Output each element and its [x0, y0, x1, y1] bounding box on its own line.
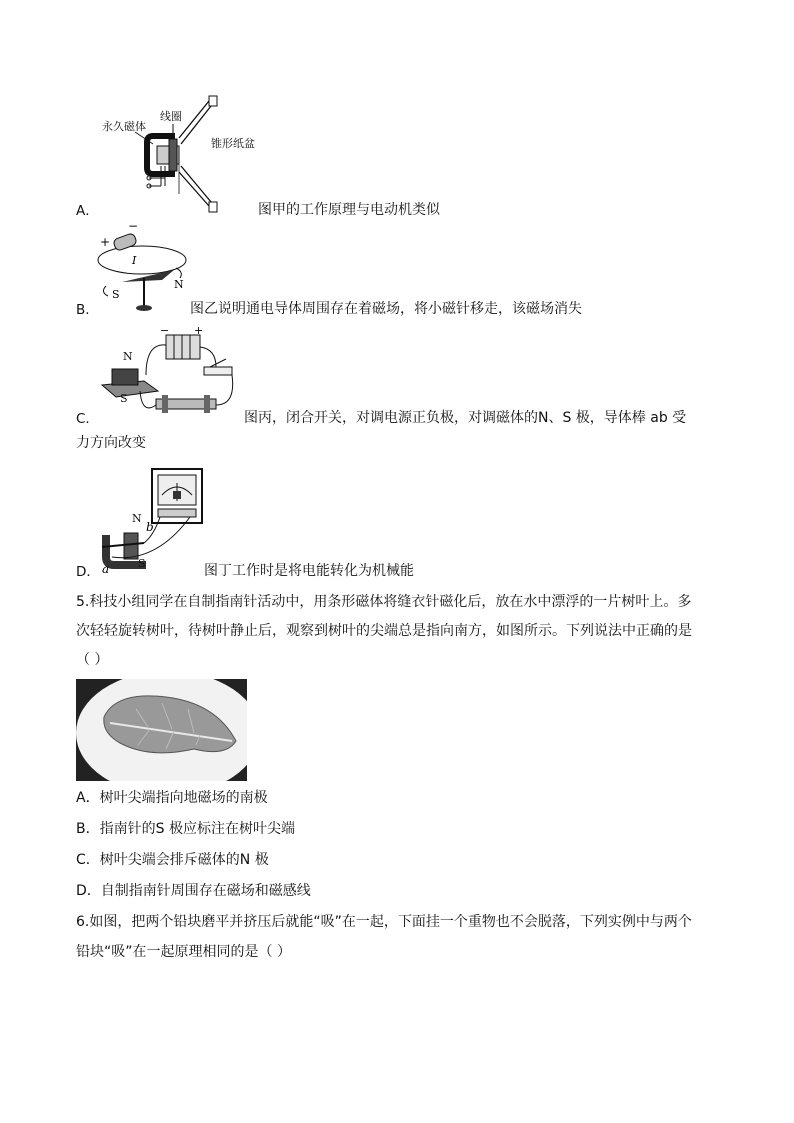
label-s: S [112, 288, 120, 301]
label-magnet: 永久磁体 [102, 120, 146, 133]
figure-motor-circuit [96, 325, 246, 423]
label-plus: + [194, 325, 204, 337]
label-plus: + [100, 235, 111, 249]
label-coil: 线圈 [160, 110, 182, 123]
option-c-letter: C． [76, 411, 99, 427]
figure-leaf-compass [76, 679, 247, 781]
q5-stem-line2: 次轻轻旋转树叶，待树叶静止后，观察到树叶的尖端总是指向南方，如图所示。下列说法中正确的是 [76, 623, 692, 639]
option-c-text-line2: 力方向改变 [76, 435, 146, 451]
q6-stem-line2: 铅块“吸”在一起原理相同的是（ ） [76, 944, 291, 960]
option-b-letter: B． [76, 302, 99, 318]
label-n: N [123, 350, 133, 363]
label-s: S [120, 392, 128, 405]
option-d-letter: D． [76, 564, 100, 580]
q5-option-c: C．树叶尖端会排斥磁体的N 极 [76, 852, 269, 868]
option-d-text: 图丁工作时是将电能转化为机械能 [204, 563, 414, 579]
q5-option-b: B．指南针的S 极应标注在树叶尖端 [76, 821, 295, 837]
label-n: N [132, 512, 142, 525]
q5-stem-line3: （ ） [76, 652, 109, 668]
label-n: N [174, 278, 184, 291]
label-minus: − [128, 222, 139, 233]
label-minus: − [160, 325, 170, 337]
label-cone: 锥形纸盆 [211, 137, 255, 150]
q6-stem-line1: 6.如图，把两个铅块磨平并挤压后就能“吸”在一起，下面挂一个重物也不会脱落，下列实例中与两个 [76, 914, 692, 930]
option-b-text: 图乙说明通电导体周围存在着磁场，将小磁针移走，该磁场消失 [190, 301, 582, 317]
q5-option-a: A．树叶尖端指向地磁场的南极 [76, 790, 268, 806]
figure-oersted [94, 222, 194, 316]
label-current: I [132, 254, 137, 267]
option-a-text: 图甲的工作原理与电动机类似 [258, 202, 440, 218]
q5-option-d: D．自制指南针周围存在磁场和磁感线 [76, 883, 311, 899]
figure-generator-meter [96, 465, 208, 575]
label-b: b [146, 520, 154, 534]
label-s: S [138, 557, 146, 570]
q5-stem-line1: 5.科技小组同学在自制指南针活动中，用条形磁体将缝衣针磁化后，放在水中漂浮的一片树叶上。多 [76, 594, 692, 610]
option-a-letter: A． [76, 203, 99, 219]
option-c-text-line1: 图丙，闭合开关，对调电源正负极，对调磁体的N、S 极，导体棒 ab 受 [244, 410, 687, 426]
label-a: a [102, 562, 110, 575]
